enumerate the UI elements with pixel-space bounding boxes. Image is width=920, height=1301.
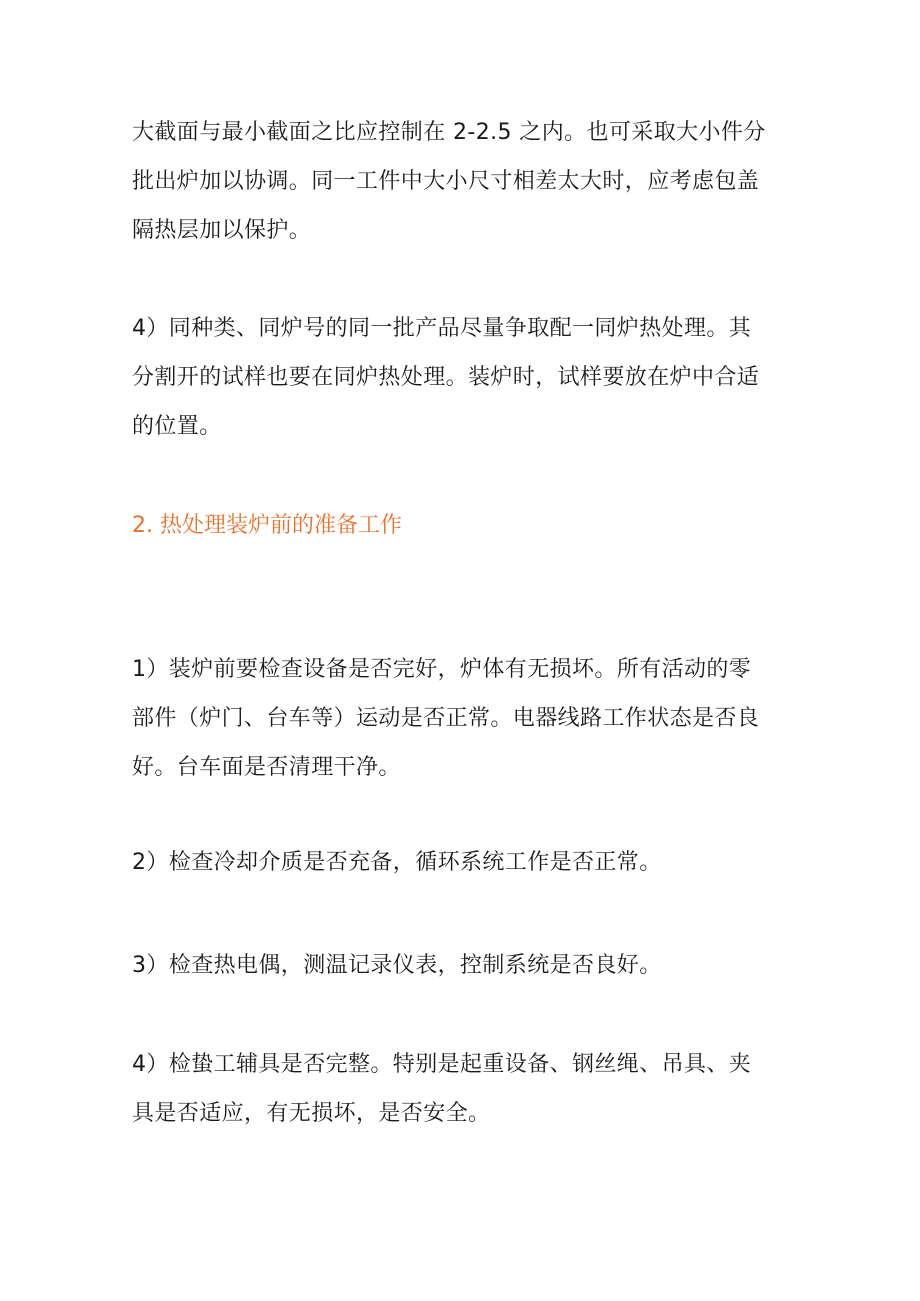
text-line: 的位置。 bbox=[132, 414, 222, 439]
text-line: 1）装炉前要检查设备是否完好，炉体有无损坏。所有活动的零 bbox=[132, 657, 752, 682]
list-item-cooling-check: 2）检查冷却介质是否充备，循环系统工作是否正常。 bbox=[132, 850, 662, 875]
text-line: 隔热层加以保护。 bbox=[132, 218, 312, 243]
text-line: 大截面与最小截面之比应控制在 2-2.5 之内。也可采取大小件分 bbox=[132, 120, 766, 145]
list-item-equipment-check bbox=[132, 645, 792, 792]
text-line: 分割开的试样也要在同炉热处理。装炉时，试样要放在炉中合适 bbox=[132, 365, 760, 390]
paragraph-cross-section bbox=[132, 108, 792, 255]
section-heading: 2. 热处理装炉前的准备工作 bbox=[132, 513, 402, 538]
list-item-tooling-check bbox=[132, 1040, 792, 1138]
list-item-thermocouple-check: 3）检查热电偶，测温记录仪表，控制系统是否良好。 bbox=[132, 953, 662, 978]
text-line: 批出炉加以协调。同一工件中大小尺寸相差太大时，应考虑包盖 bbox=[132, 169, 760, 194]
paragraph-same-batch bbox=[132, 304, 792, 451]
text-line: 部件（炉门、台车等）运动是否正常。电器线路工作状态是否良 bbox=[132, 706, 760, 731]
text-line: 4）检蛰工辅具是否完整。特别是起重设备、钢丝绳、吊具、夹 bbox=[132, 1052, 752, 1077]
text-line: 好。台车面是否清理干净。 bbox=[132, 755, 401, 780]
text-line: 具是否适应，有无损坏，是否安全。 bbox=[132, 1101, 491, 1126]
text-line: 4）同种类、同炉号的同一批产品尽量争取配一同炉热处理。其 bbox=[132, 316, 752, 341]
